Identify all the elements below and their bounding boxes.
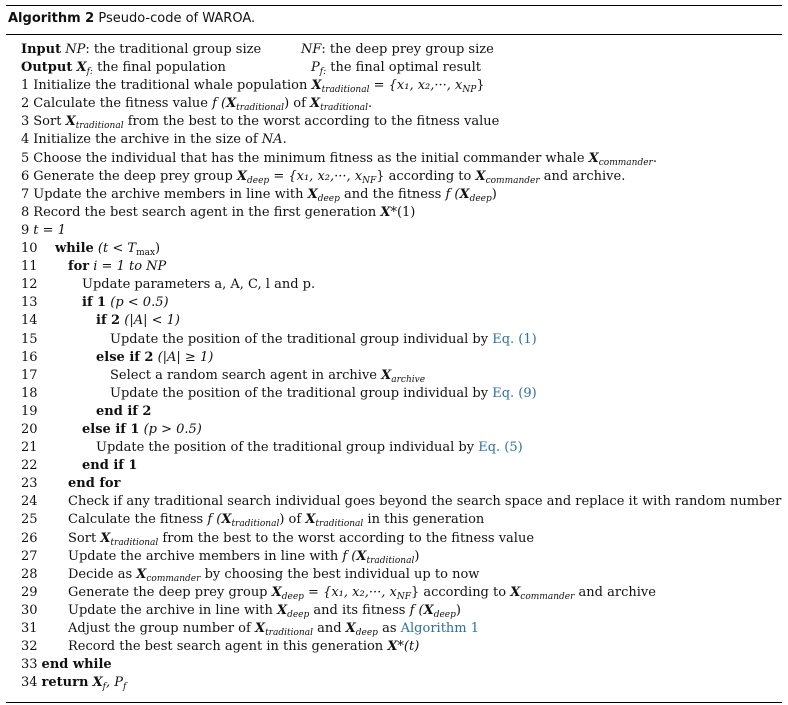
function: f ( <box>207 512 222 528</box>
line-text: and its fitness <box>309 602 410 618</box>
function: f ( <box>342 548 357 564</box>
line-number: 6 <box>21 168 30 184</box>
algo-line-15 <box>21 331 781 349</box>
line-text: Calculate the fitness <box>68 512 208 528</box>
variable: X <box>475 168 486 184</box>
line-text: and <box>312 621 346 636</box>
line-text: and the fitness <box>339 186 446 202</box>
subscript: deep <box>281 591 304 602</box>
algo-line-17 <box>21 367 781 385</box>
keyword: return <box>41 675 89 691</box>
nf-def <box>301 41 494 59</box>
line-text: ) <box>155 241 161 257</box>
variable: X <box>136 566 147 582</box>
line-text: Update the position of the traditional group individual by <box>96 440 479 456</box>
variable: X <box>226 96 237 112</box>
line-text: *(1) <box>390 204 416 220</box>
variable: X <box>380 204 391 220</box>
caption-title: Pseudo-code of WAROA. <box>98 11 256 26</box>
line-text: Record the best search agent in this generation <box>68 639 388 655</box>
nf-desc: : the deep prey group size <box>321 42 494 57</box>
variable: X <box>588 150 599 166</box>
line-text: = {x₁, x₂,···, x <box>369 78 463 94</box>
line-text: from the best to the worst according to the fitness value <box>158 530 535 546</box>
input-var: NP <box>65 42 86 57</box>
line-text: as <box>377 621 401 636</box>
line-text: , P <box>106 675 124 691</box>
algo-line-25 <box>21 511 781 529</box>
line-text: ) of <box>279 512 306 528</box>
keyword: end for <box>68 476 121 492</box>
subscript: traditional <box>236 103 285 114</box>
line-number: 32 <box>21 639 38 655</box>
algo-line-3 <box>21 113 781 131</box>
variable: X <box>356 548 367 564</box>
line-number: 16 <box>21 349 38 365</box>
algorithm-caption <box>8 11 255 27</box>
line-text: } <box>476 78 485 94</box>
line-text: ) of <box>284 96 311 112</box>
subscript: commander <box>146 573 201 584</box>
line-text: } according to <box>376 168 476 184</box>
algo-line-4 <box>21 131 781 149</box>
line-number: 13 <box>21 295 38 311</box>
line-number: 29 <box>21 584 38 600</box>
line-text: (|A| < 1) <box>120 313 180 329</box>
algo-line-33 <box>21 656 781 674</box>
variable: X <box>276 602 288 618</box>
keyword: end while <box>41 657 112 673</box>
line-text: *(t) <box>397 639 420 655</box>
variable: X <box>100 530 111 546</box>
line-text: Generate the deep prey group <box>68 584 272 600</box>
line-text: ) <box>491 186 497 202</box>
variable: X <box>92 675 103 691</box>
caption-rule <box>6 34 782 35</box>
line-number: 34 <box>21 675 38 691</box>
keyword: else if 2 <box>96 349 154 365</box>
keyword: if 1 <box>82 295 107 311</box>
line-number: 12 <box>21 277 38 293</box>
input-desc: : the traditional group size <box>85 42 262 57</box>
algo-line-2 <box>21 95 781 113</box>
subscript: archive <box>391 374 426 385</box>
line-number: 15 <box>21 331 38 347</box>
algo-line-1 <box>21 77 781 95</box>
function: f ( <box>409 602 424 618</box>
subscript: deep <box>287 609 310 620</box>
subscript: commander <box>520 591 575 602</box>
line-number: 26 <box>21 530 38 546</box>
pf-desc: the final optimal result <box>326 60 481 76</box>
line-text: Choose the individual that has the minimum fitness as the initial commander whale <box>33 150 589 166</box>
algo-line-20 <box>21 421 781 439</box>
variable: X <box>310 96 321 112</box>
subscript: f <box>123 682 127 693</box>
keyword: for <box>68 259 90 275</box>
subscript: NF <box>396 591 411 602</box>
subscript: f <box>102 682 107 693</box>
algo-line-29 <box>21 584 781 602</box>
line-number: 18 <box>21 385 38 401</box>
input-keyword: Input <box>21 42 62 57</box>
line-number: 27 <box>21 548 38 564</box>
variable: X <box>423 602 434 618</box>
line-text: . <box>368 96 373 112</box>
algo-line-23 <box>21 475 781 493</box>
line-number: 25 <box>21 512 38 528</box>
line-text: Update the archive in line with <box>68 602 277 618</box>
subscript: deep <box>355 628 378 638</box>
algo-line-24 <box>21 493 781 511</box>
subscript: commander <box>598 157 653 168</box>
algorithm-1-link[interactable]: Algorithm 1 <box>400 621 480 636</box>
algo-line-28 <box>21 566 781 584</box>
variable: X <box>236 168 248 184</box>
subscript: commander <box>485 175 540 186</box>
line-text: and archive <box>574 584 656 600</box>
line-text: ) <box>414 548 420 564</box>
line-number: 5 <box>21 150 30 166</box>
subscript: deep <box>469 193 492 204</box>
subscript: traditional <box>231 519 280 530</box>
keyword: end if 2 <box>96 403 152 419</box>
function: f ( <box>212 96 227 112</box>
line-number: 2 <box>21 96 30 112</box>
algo-line-11 <box>21 258 781 276</box>
line-text: Adjust the group number of <box>68 621 255 636</box>
line-number: 19 <box>21 403 38 419</box>
algo-line-9 <box>21 222 781 240</box>
line-number: 11 <box>21 259 38 275</box>
subscript: traditional <box>110 537 159 548</box>
line-text: Select a random search agent in archive <box>110 367 382 383</box>
line-text: Sort <box>68 530 101 546</box>
subscript: traditional <box>265 628 313 638</box>
line-number: 21 <box>21 440 38 456</box>
algo-line-19 <box>21 403 781 421</box>
pf-sub: f: <box>319 67 327 78</box>
subscript: max <box>136 248 156 259</box>
line-text: Update the archive members in line with <box>68 548 343 564</box>
subscript: NP <box>462 85 477 96</box>
line-number: 31 <box>21 621 38 636</box>
variable: NA <box>261 132 283 148</box>
eq-9-link[interactable]: Eq. (9) <box>492 385 537 401</box>
line-text: (t < T <box>93 241 137 257</box>
variable: X <box>271 584 282 600</box>
eq-1-link[interactable]: Eq. (1) <box>492 331 537 347</box>
variable: X <box>510 584 521 600</box>
output-keyword: Output <box>21 60 73 76</box>
line-text: (p < 0.5) <box>106 295 169 311</box>
line-text: Update the position of the traditional group individual by <box>110 331 493 347</box>
variable: X <box>311 78 322 94</box>
line-text: Calculate the fitness value <box>33 96 213 112</box>
subscript: deep <box>247 175 270 186</box>
algo-line-16 <box>21 349 781 367</box>
algorithm-body <box>21 41 781 692</box>
line-number: 30 <box>21 602 38 618</box>
keyword: if 2 <box>96 313 121 329</box>
variable: X <box>381 367 392 383</box>
line-text: } according to <box>410 584 511 600</box>
algo-line-22 <box>21 457 781 475</box>
line-text: = {x₁, x₂,···, x <box>303 584 397 600</box>
algo-line-6 <box>21 168 781 186</box>
line-text: Sort <box>33 114 66 130</box>
algo-line-27 <box>21 548 781 566</box>
algo-line-34 <box>21 674 781 692</box>
line-text: Record the best search agent in the first generation <box>33 204 381 220</box>
variable: X <box>307 186 318 202</box>
caption-label: Algorithm 2 <box>8 11 95 26</box>
line-number: 22 <box>21 458 38 474</box>
algo-line-18 <box>21 385 781 403</box>
line-text: Generate the deep prey group <box>33 168 237 184</box>
line-text: Initialize the archive in the size of <box>33 132 262 148</box>
variable: X <box>221 512 232 528</box>
line-number: 8 <box>21 204 30 220</box>
keyword: while <box>55 241 94 257</box>
algo-line-14 <box>21 312 781 330</box>
keyword: end if 1 <box>82 458 138 474</box>
line-text: from the best to the worst according to the fitness value <box>123 114 500 130</box>
line-text: . <box>282 132 287 148</box>
line-number: 3 <box>21 114 30 130</box>
subscript: traditional <box>75 121 124 132</box>
variable: X <box>254 621 266 636</box>
subscript: traditional <box>321 85 370 96</box>
line-number: 7 <box>21 186 30 202</box>
line-text: = {x₁, x₂,···, x <box>269 168 363 184</box>
subscript: traditional <box>320 103 369 114</box>
line-text: and archive. <box>539 168 626 184</box>
line-number: 20 <box>21 421 38 437</box>
algo-line-8 <box>21 204 781 222</box>
line-text: Update parameters a, A, C, l and p. <box>82 277 316 293</box>
line-text: i = 1 to NP <box>89 259 167 275</box>
line-text: ) <box>455 602 461 618</box>
subscript: deep <box>433 609 456 620</box>
line-number: 10 <box>21 241 38 257</box>
line-number: 33 <box>21 657 38 673</box>
line-number: 1 <box>21 78 30 94</box>
line-text: Decide as <box>68 566 137 582</box>
output-var: X <box>76 60 87 76</box>
line-number: 14 <box>21 313 38 329</box>
variable: X <box>345 621 356 636</box>
keyword: else if 1 <box>82 421 140 437</box>
pf-def <box>311 59 481 77</box>
output-line <box>21 59 781 77</box>
algo-line-26 <box>21 530 781 548</box>
algo-line-30 <box>21 602 781 620</box>
line-text: Check if any traditional search individual goes beyond the search space and replace it with random number <box>68 494 782 510</box>
line-text: Initialize the traditional whale population <box>33 78 312 94</box>
line-number: 9 <box>21 222 30 238</box>
subscript: deep <box>317 193 340 204</box>
top-rule <box>6 5 782 6</box>
line-number: 4 <box>21 132 30 148</box>
algo-line-10 <box>21 240 781 258</box>
output-sub: f: <box>86 67 93 78</box>
variable: X <box>387 639 398 655</box>
algo-line-12 <box>21 276 781 294</box>
subscript: traditional <box>315 519 364 530</box>
line-text: Update the archive members in line with <box>33 186 308 202</box>
algo-line-21 <box>21 439 781 457</box>
line-text: Update the position of the traditional group individual by <box>110 385 493 401</box>
algo-line-31 <box>21 620 781 638</box>
line-number: 24 <box>21 494 38 510</box>
input-line <box>21 41 781 59</box>
line-number: 23 <box>21 476 38 492</box>
variable: X <box>305 512 316 528</box>
algo-line-13 <box>21 294 781 312</box>
algo-line-5 <box>21 150 781 168</box>
pf-var: P <box>311 60 320 76</box>
eq-5-link[interactable]: Eq. (5) <box>478 440 523 456</box>
algo-line-32 <box>21 638 781 656</box>
line-text: (p > 0.5) <box>139 421 202 437</box>
line-number: 28 <box>21 566 38 582</box>
nf-var: NF <box>301 42 322 57</box>
bottom-rule <box>6 702 782 703</box>
line-text: . <box>652 150 657 166</box>
line-number: 17 <box>21 367 38 383</box>
variable: X <box>459 186 470 202</box>
line-text: by choosing the best individual up to now <box>200 566 480 582</box>
subscript: traditional <box>366 555 415 566</box>
variable: X <box>65 114 76 130</box>
subscript: NF <box>362 175 377 186</box>
output-desc: the final population <box>92 60 226 76</box>
algo-line-7 <box>21 186 781 204</box>
function: f ( <box>445 186 460 202</box>
line-text: (|A| ≥ 1) <box>153 349 214 365</box>
line-text: t = 1 <box>33 222 66 238</box>
line-text: in this generation <box>363 512 485 528</box>
